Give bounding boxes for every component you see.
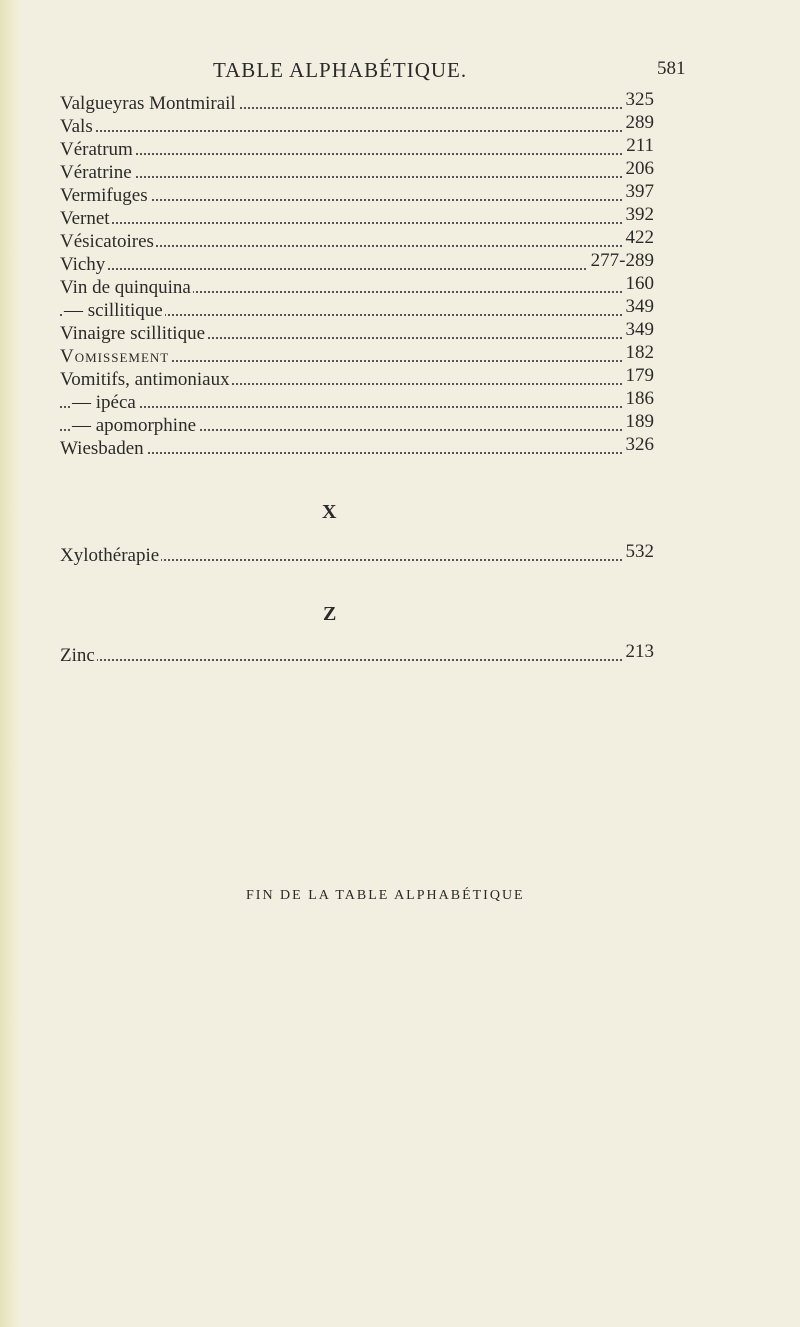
index-entry [60,250,654,277]
entry-page: 532 [623,540,655,564]
entry-label: Vermifuges [60,185,148,206]
entry-label: — apomorphine [72,415,197,436]
dot-leader [60,222,654,224]
index-entry [60,411,654,438]
dot-leader [60,130,654,132]
entry-label: Xylothérapie [60,545,160,566]
entry-page: 160 [623,272,655,296]
entry-label: Vinaigre scillitique [60,323,206,344]
entry-label: Vichy [60,254,106,275]
index-entry [60,135,654,162]
index-entry [60,158,654,185]
index-entry [60,388,654,415]
index-entry [60,434,654,461]
running-title: TABLE ALPHABÉTIQUE. [213,58,468,82]
entry-page: 277-289 [588,249,654,273]
dot-leader [60,452,654,454]
page-footer [0,888,800,908]
index-entry [60,181,654,208]
index-entry [60,89,654,116]
index-entry [60,112,654,139]
entry-page: 189 [623,410,655,434]
section-letter: X [322,501,337,523]
entry-page: 392 [623,203,655,227]
index-entry [60,319,654,346]
entry-label: Valgueyras Montmirail [60,93,236,114]
entry-page: 179 [623,364,655,388]
entry-label: Vomissement [60,346,170,367]
entry-label: — ipéca [72,392,136,413]
entry-page: 349 [623,318,655,342]
dot-leader [60,268,654,270]
entry-label: Vésicatoires [60,231,154,252]
dot-leader [60,406,654,408]
dot-leader [60,176,654,178]
entry-page: 349 [623,295,655,319]
entry-label: Vals [60,116,93,137]
entry-page: 326 [623,433,655,457]
entry-page: 213 [623,640,655,664]
index-entry [60,365,654,392]
entry-page: 325 [623,88,655,112]
entry-label: Wiesbaden [60,438,144,459]
entry-label: Vin de quinquina [60,277,191,298]
entry-label: Vomitifs, antimoniaux [60,369,230,390]
index-entry [60,273,654,300]
entry-label: — scillitique [64,300,163,321]
index-entry [60,296,654,323]
entry-label: Vératrum [60,139,133,160]
entry-page: 182 [623,341,655,365]
index-entry [60,541,654,568]
entry-label: Vératrine [60,162,132,183]
entry-page: 211 [623,134,654,158]
index-entry [60,342,654,369]
dot-leader [60,153,654,155]
page-number: 581 [657,58,686,79]
index-entry [60,227,654,254]
index-entry [60,204,654,231]
entry-page: 397 [623,180,655,204]
dot-leader [60,659,654,661]
end-of-index-note: FIN DE LA TABLE ALPHABÉTIQUE [246,888,525,903]
entry-page: 186 [623,387,655,411]
entry-page: 206 [623,157,655,181]
entry-page: 422 [623,226,655,250]
binding-edge [0,0,22,1327]
entry-label: Vernet [60,208,110,229]
index-entry [60,641,654,668]
page-header [0,58,800,88]
entry-label: Zinc [60,645,95,666]
section-letter: Z [323,603,337,625]
entry-page: 289 [623,111,655,135]
